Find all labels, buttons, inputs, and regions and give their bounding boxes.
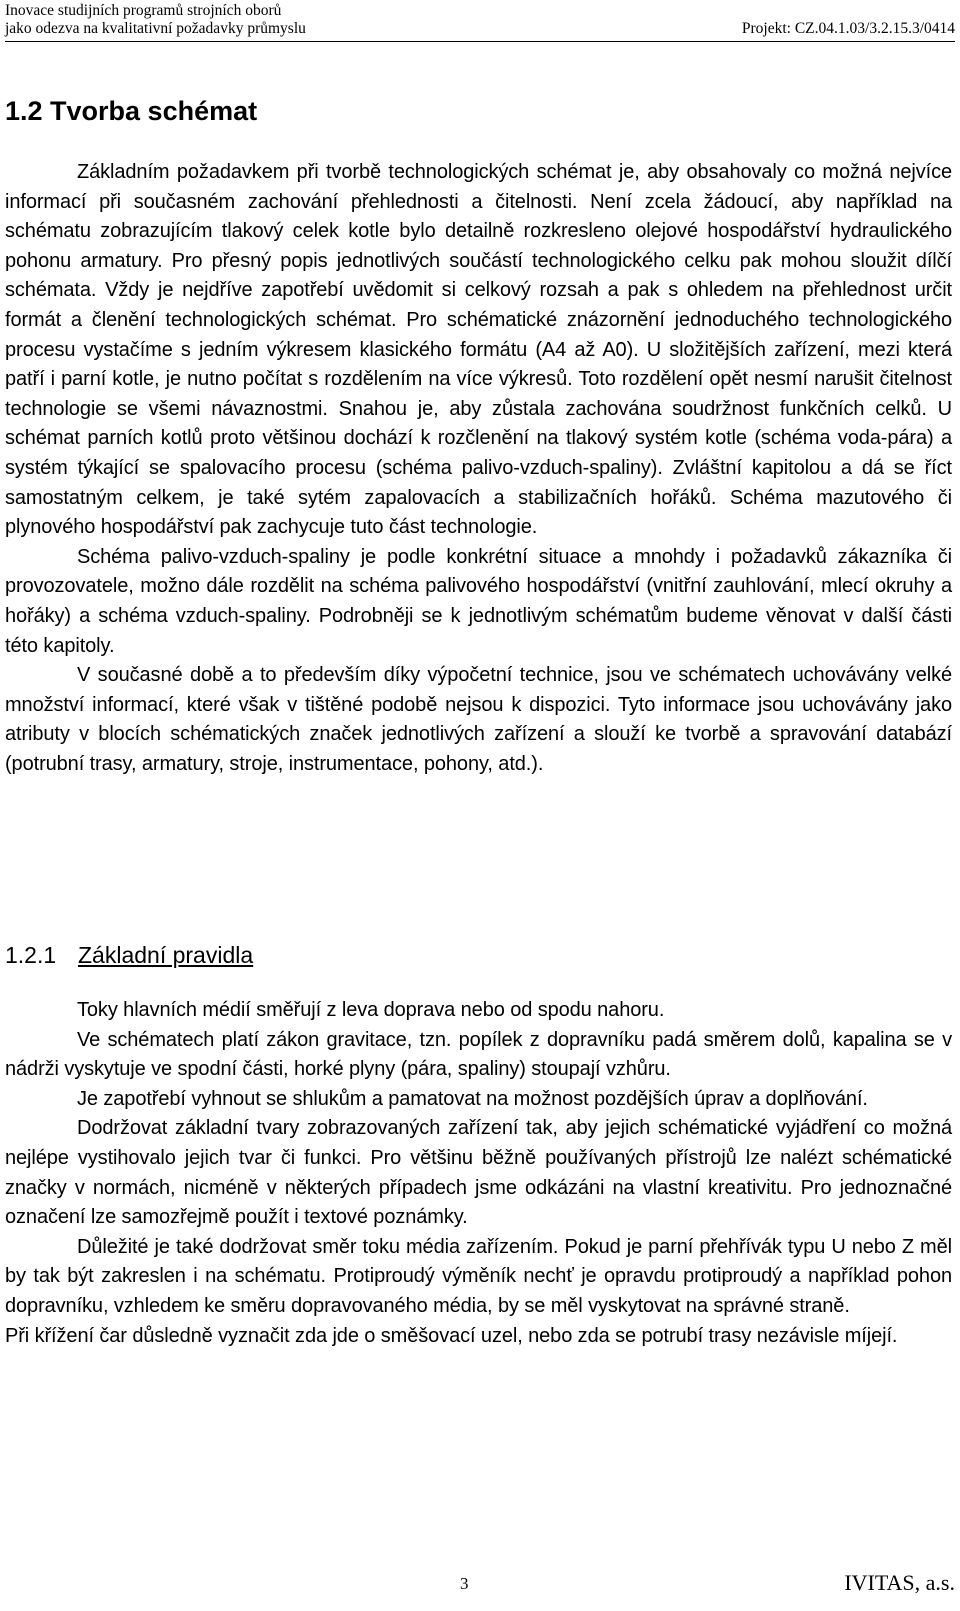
body-paragraph: V současné době a to především díky výpočetní technice, jsou ve schématech uchovávány velké množství informací, které však v tištěné podobě nejsou k dispozici. Tyto informace jsou uchovávány jako atributy v blocích schématických značek jednotlivých zařízení a slouží ke tvorbě a spravování databází (potrubní trasy, armatury, stroje, instrumentace, pohony, atd.). [5, 664, 952, 775]
footer-company: IVITAS, a.s. [844, 1570, 955, 1595]
header-divider [5, 41, 955, 42]
page-number: 3 [460, 1574, 469, 1593]
rule-paragraph: Dodržovat základní tvary zobrazovaných zařízení tak, aby jejich schématické vyjádření co možná nejlépe vystihovalo jejich tvar či funkci. Pro většinu běžně používaných přístrojů lze nalézt schématické značky v normách, nicméně v některých případech jsme odkázáni na vlastní kreativitu. Pro jednoznačné označení lze samozřejmě použít i textové poznámky. [5, 1117, 952, 1229]
subsection-heading [5, 940, 253, 970]
header-program-info [5, 2, 306, 38]
rule-paragraph: Je zapotřebí vyhnout se shlukům a pamatovat na možnost pozdějších úprav a doplňování. [77, 1087, 868, 1110]
rule-paragraph: Při křížení čar důsledně vyznačit zda jde o směšovací uzel, nebo zda se potrubí trasy nezávisle míjejí. [5, 1324, 898, 1347]
subsection-number: 1.2.1 [5, 942, 57, 968]
page-header [5, 2, 955, 44]
header-program-line-2: jako odezva na kvalitativní požadavky průmyslu [5, 20, 306, 37]
rule-paragraph: Toky hlavních médií směřují z leva doprava nebo od spodu nahoru. [77, 999, 665, 1021]
header-program-line-1: Inovace studijních programů strojních oborů [5, 2, 282, 19]
rule-paragraph: Ve schématech platí zákon gravitace, tzn. popílek z dopravníku padá směrem dolů, kapalina se v nádrži vyskytuje ve spodní části, horké plyny (pára, spaliny) stoupají vzhůru. [5, 1028, 952, 1081]
header-project-id: Projekt: CZ.04.1.03/3.2.15.3/0414 [741, 20, 955, 37]
body-paragraph: Schéma palivo-vzduch-spaliny je podle konkrétní situace a mnohdy i požadavků zákazníka či provozovatele, možno dále rozdělit na schéma palivového hospodářství (vnitřní zauhlování, mlecí okruhy a hořáky) a schéma vzduch-spaliny. Podrobněji se k jednotlivým schématům budeme věnovat v další části této kapitoly. [5, 545, 952, 657]
rule-paragraph: Důležité je také dodržovat směr toku média zařízením. Pokud je parní přehřívák typu U nebo Z měl by tak být zakreslen i na schématu. Protiproudý výměník nechť je opravdu protiproudý a například pohon dopravníku, vzhledem ke směru dopravovaného média, by se měl vyskytovat na správné straně. [5, 1235, 952, 1317]
page-footer [5, 1570, 955, 1600]
section-2-body [5, 996, 952, 1351]
body-paragraph: Základním požadavkem při tvorbě technologických schémat je, aby obsahovaly co možná nejvíce informací při současném zachování přehlednosti a čitelnosti. Není zcela žádoucí, aby například na schématu zobrazujícím tlakový celek kotle bylo detailně rozkresleno olejové hospodářství hydraulického pohonu armatury. Pro přesný popis jednotlivých součástí technologického celku pak mohou sloužit dílčí schémata. Vždy je nejdříve zapotřebí uvědomit si celkový rozsah a pak s ohledem na přehlednost určit formát a členění technologických schémat. Pro schématické znázornění jednoduchého technologického procesu vystačíme s jedním výkresem klasického formátu (A4 až A0). U složitějších zařízení, mezi která patří i parní kotle, je nutno počítat s rozdělením na více výkresů. Toto rozdělení opět nesmí narušit čitelnost technologie se všemi návaznostmi. Snahou je, aby zůstala zachována soudržnost funkčních celků. U schémat parních kotlů proto většinou dochází k rozčlenění na tlakový systém kotle (schéma voda-pára) a systém týkající se spalovacího procesu (schéma palivo-vzduch-spaliny). Zvláštní kapitolou a dá se říct samostatným celkem, je také sytém zapalovacích a stabilizačních hořáků. Schéma mazutového či plynového hospodářství pak zachycuje tuto část technologie. [5, 161, 952, 539]
section-1-body [5, 158, 952, 779]
subsection-title: Základní pravidla [78, 942, 254, 968]
section-title: 1.2 Tvorba schémat [5, 96, 258, 126]
